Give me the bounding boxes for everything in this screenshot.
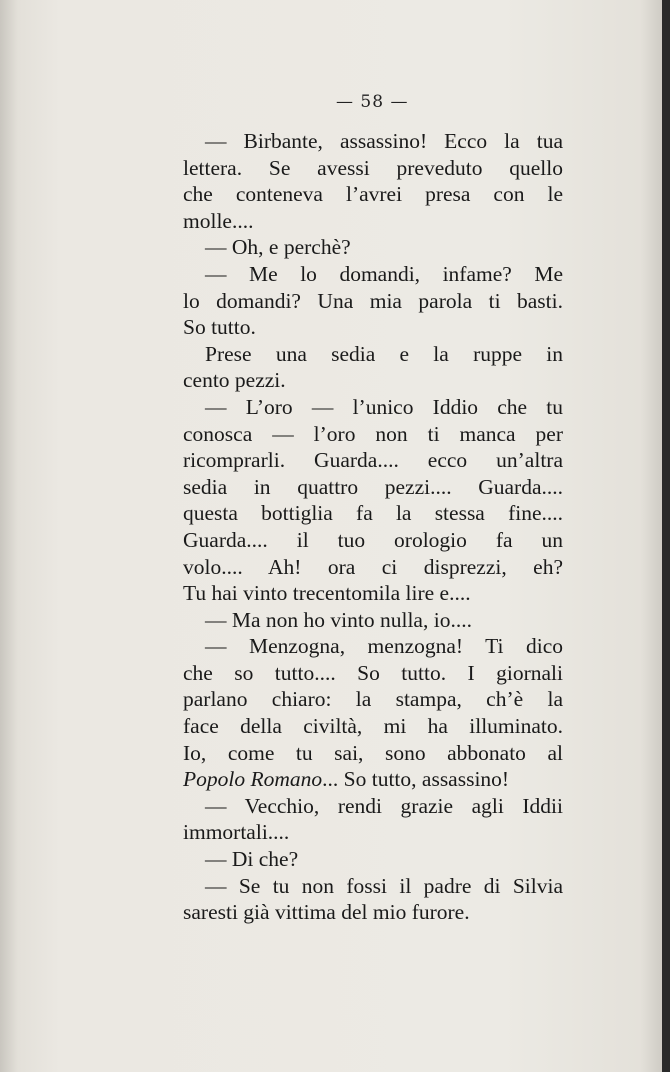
text-line: — Me lo domandi, infame? Me: [205, 261, 563, 286]
text-line: So tutto.: [183, 315, 256, 340]
text-line: conosca — l’oro non ti manca per: [183, 421, 563, 446]
text-line: immortali....: [183, 820, 290, 845]
text-line: — Oh, e perchè?: [205, 235, 351, 260]
text-line: sedia in quattro pezzi.... Guarda....: [183, 474, 563, 499]
text-line: — Se tu non fossi il padre di Silvia: [205, 873, 563, 898]
page-number: — 58 —: [336, 92, 409, 112]
text-line-rest: ... So tutto, assassino!: [322, 767, 510, 792]
text-line: volo.... Ah! ora ci disprezzi, eh?: [183, 554, 563, 579]
text-line: Io, come tu sai, sono abbonato al: [183, 740, 563, 765]
text-line: — Vecchio, rendi grazie agli Iddii: [205, 793, 563, 818]
text-line: Prese una sedia e la ruppe in: [205, 341, 563, 366]
text-line: lo domandi? Una mia parola ti basti.: [183, 288, 563, 313]
text-line: parlano chiaro: la stampa, ch’è la: [183, 687, 563, 712]
text-line: — Birbante, assassino! Ecco la tua: [205, 129, 563, 153]
text-line: questa bottiglia fa la stessa fine....: [183, 501, 563, 526]
text-line: Tu hai vinto trecentomila lire e....: [183, 581, 471, 606]
text-line: — Ma non ho vinto nulla, io....: [205, 607, 472, 632]
text-line: lettera. Se avessi preveduto quello: [183, 155, 563, 180]
text-line: Guarda.... il tuo orologio fa un: [183, 527, 563, 552]
text-line: molle....: [183, 208, 254, 233]
text-line: — L’oro — l’unico Iddio che tu: [205, 394, 563, 419]
text-line: [183, 766, 563, 793]
text-line: face della civiltà, mi ha illuminato.: [183, 714, 563, 739]
text-line: — Menzogna, menzogna! Ti dico: [205, 634, 563, 659]
text-line: che so tutto.... So tutto. I giornali: [183, 660, 563, 685]
page-edge: [662, 0, 670, 1072]
text-line: cento pezzi.: [183, 368, 286, 393]
newspaper-title: Popolo Romano: [183, 767, 323, 792]
text-line: che conteneva l’avrei presa con le: [183, 182, 563, 207]
text-line: — Di che?: [205, 847, 299, 872]
body-text: [183, 128, 563, 926]
text-line: saresti già vittima del mio furore.: [183, 900, 470, 925]
text-line: ricomprarli. Guarda.... ecco un’altra: [183, 448, 563, 473]
